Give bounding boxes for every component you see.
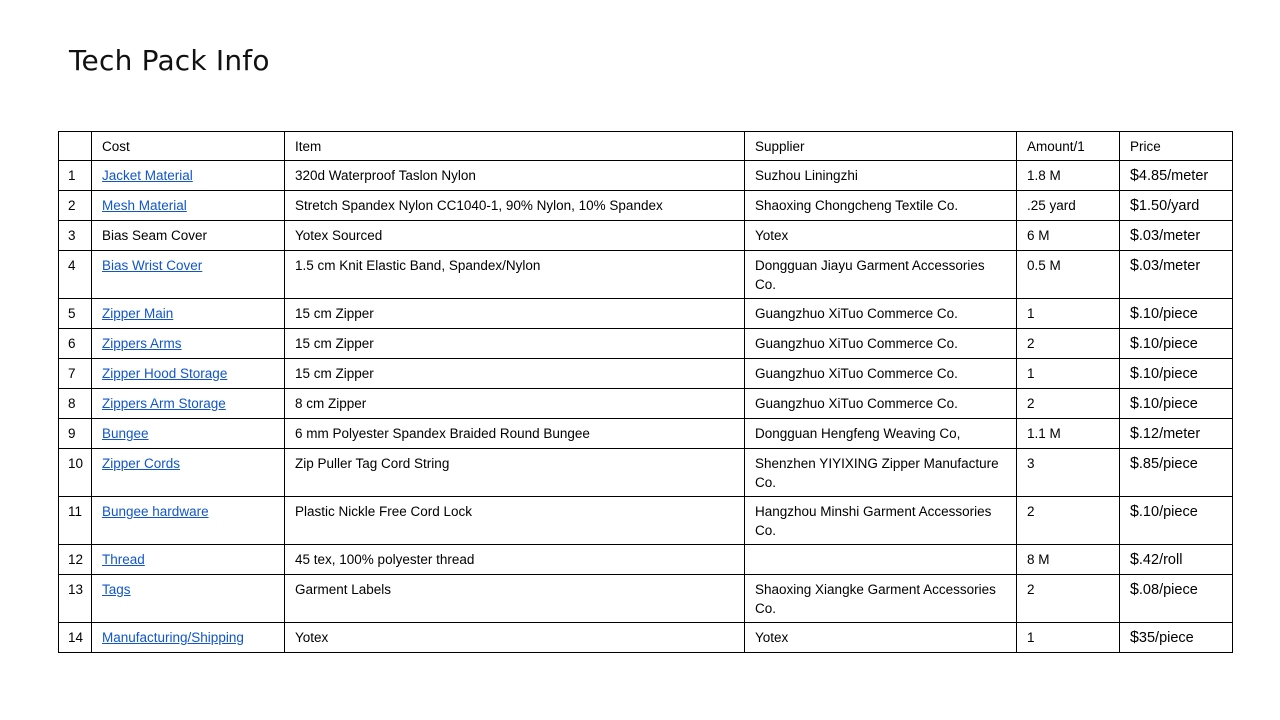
price-cell	[1120, 419, 1233, 449]
supplier-cell: Shenzhen YIYIXING Zipper Manufacture Co.	[745, 449, 1017, 497]
price-cell	[1120, 545, 1233, 575]
price-value: 1.50/yard	[1138, 198, 1200, 214]
currency-symbol: $	[1130, 167, 1139, 184]
supplier-cell: Yotex	[745, 221, 1017, 251]
price-cell	[1120, 623, 1233, 653]
table-row	[59, 161, 1233, 191]
cost-cell	[92, 251, 285, 299]
row-number: 10	[59, 449, 92, 497]
cost-cell	[92, 221, 285, 251]
row-number: 3	[59, 221, 92, 251]
item-cell: 15 cm Zipper	[285, 359, 745, 389]
currency-symbol: $	[1130, 551, 1139, 568]
price-cell	[1120, 449, 1233, 497]
amount-cell: 1	[1017, 623, 1120, 653]
amount-cell: 1.1 M	[1017, 419, 1120, 449]
item-cell: Stretch Spandex Nylon CC1040-1, 90% Nylon, 10% Spandex	[285, 191, 745, 221]
row-number: 6	[59, 329, 92, 359]
row-number: 2	[59, 191, 92, 221]
table-row	[59, 299, 1233, 329]
supplier-cell: Shaoxing Xiangke Garment Accessories Co.	[745, 575, 1017, 623]
header-cost: Cost	[92, 132, 285, 161]
cost-cell	[92, 497, 285, 545]
cost-link[interactable]: Bungee hardware	[102, 504, 209, 519]
row-number: 9	[59, 419, 92, 449]
item-cell: Zip Puller Tag Cord String	[285, 449, 745, 497]
amount-cell: 1	[1017, 359, 1120, 389]
cost-cell	[92, 191, 285, 221]
amount-cell: 2	[1017, 497, 1120, 545]
price-value: .10/piece	[1138, 396, 1198, 412]
cost-label: Bias Seam Cover	[102, 228, 208, 243]
item-cell: Yotex	[285, 623, 745, 653]
amount-cell: 2	[1017, 575, 1120, 623]
cost-cell	[92, 161, 285, 191]
cost-link[interactable]: Bias Wrist Cover	[102, 258, 203, 273]
price-cell	[1120, 251, 1233, 299]
supplier-cell: Shaoxing Chongcheng Textile Co.	[745, 191, 1017, 221]
cost-cell	[92, 359, 285, 389]
row-number: 4	[59, 251, 92, 299]
cost-cell	[92, 575, 285, 623]
item-cell: 6 mm Polyester Spandex Braided Round Bungee	[285, 419, 745, 449]
price-cell	[1120, 575, 1233, 623]
cost-cell	[92, 449, 285, 497]
price-cell	[1120, 497, 1233, 545]
currency-symbol: $	[1130, 227, 1139, 244]
row-number: 5	[59, 299, 92, 329]
currency-symbol: $	[1130, 629, 1139, 646]
table-row	[59, 575, 1233, 623]
header-item: Item	[285, 132, 745, 161]
item-cell: 45 tex, 100% polyester thread	[285, 545, 745, 575]
table-row	[59, 221, 1233, 251]
supplier-cell: Guangzhuo XiTuo Commerce Co.	[745, 359, 1017, 389]
cost-cell	[92, 329, 285, 359]
supplier-cell: Guangzhuo XiTuo Commerce Co.	[745, 389, 1017, 419]
amount-cell: 1.8 M	[1017, 161, 1120, 191]
header-amount: Amount/1	[1017, 132, 1120, 161]
cost-cell	[92, 389, 285, 419]
table-header-row	[59, 132, 1233, 161]
row-number: 14	[59, 623, 92, 653]
amount-cell: 3	[1017, 449, 1120, 497]
price-cell	[1120, 329, 1233, 359]
supplier-cell: Hangzhou Minshi Garment Accessories Co.	[745, 497, 1017, 545]
price-value: .85/piece	[1138, 456, 1198, 472]
table-row	[59, 545, 1233, 575]
supplier-cell: Dongguan Jiayu Garment Accessories Co.	[745, 251, 1017, 299]
table-row	[59, 329, 1233, 359]
price-value: .10/piece	[1138, 336, 1198, 352]
price-cell	[1120, 299, 1233, 329]
price-cell	[1120, 359, 1233, 389]
table-row	[59, 191, 1233, 221]
currency-symbol: $	[1130, 455, 1139, 472]
cost-link[interactable]: Zippers Arm Storage	[102, 396, 226, 411]
price-cell	[1120, 161, 1233, 191]
cost-link[interactable]: Tags	[102, 582, 131, 597]
amount-cell: 2	[1017, 389, 1120, 419]
table-row	[59, 497, 1233, 545]
table-row	[59, 623, 1233, 653]
currency-symbol: $	[1130, 305, 1139, 322]
row-number: 8	[59, 389, 92, 419]
cost-link[interactable]: Jacket Material	[102, 168, 193, 183]
price-value: .10/piece	[1138, 306, 1198, 322]
supplier-cell: Suzhou Liningzhi	[745, 161, 1017, 191]
table-row	[59, 251, 1233, 299]
header-supplier: Supplier	[745, 132, 1017, 161]
supplier-cell: Guangzhuo XiTuo Commerce Co.	[745, 299, 1017, 329]
item-cell: 320d Waterproof Taslon Nylon	[285, 161, 745, 191]
price-value: .10/piece	[1138, 504, 1198, 520]
supplier-cell	[745, 545, 1017, 575]
row-number: 7	[59, 359, 92, 389]
currency-symbol: $	[1130, 425, 1139, 442]
cost-link[interactable]: Zipper Cords	[102, 456, 181, 471]
supplier-cell: Dongguan Hengfeng Weaving Co,	[745, 419, 1017, 449]
currency-symbol: $	[1130, 581, 1139, 598]
item-cell: Plastic Nickle Free Cord Lock	[285, 497, 745, 545]
row-number: 12	[59, 545, 92, 575]
price-value: .03/meter	[1138, 258, 1201, 274]
cost-cell	[92, 299, 285, 329]
currency-symbol: $	[1130, 503, 1139, 520]
amount-cell: 6 M	[1017, 221, 1120, 251]
price-value: .10/piece	[1138, 366, 1198, 382]
currency-symbol: $	[1130, 395, 1139, 412]
supplier-cell: Yotex	[745, 623, 1017, 653]
amount-cell: 0.5 M	[1017, 251, 1120, 299]
currency-symbol: $	[1130, 197, 1139, 214]
currency-symbol: $	[1130, 257, 1139, 274]
price-value: .42/roll	[1138, 552, 1183, 568]
tech-pack-table	[58, 131, 1233, 653]
slide-title: Tech Pack Info	[69, 44, 270, 77]
currency-symbol: $	[1130, 335, 1139, 352]
amount-cell: 1	[1017, 299, 1120, 329]
price-cell	[1120, 389, 1233, 419]
header-number	[59, 132, 92, 161]
item-cell: Yotex Sourced	[285, 221, 745, 251]
cost-link[interactable]: Zipper Main	[102, 306, 174, 321]
currency-symbol: $	[1130, 365, 1139, 382]
price-value: 35/piece	[1138, 630, 1194, 646]
row-number: 1	[59, 161, 92, 191]
item-cell: 1.5 cm Knit Elastic Band, Spandex/Nylon	[285, 251, 745, 299]
price-value: .03/meter	[1138, 228, 1201, 244]
table-row	[59, 359, 1233, 389]
cost-cell	[92, 545, 285, 575]
amount-cell: 8 M	[1017, 545, 1120, 575]
table-row	[59, 389, 1233, 419]
table-body	[59, 161, 1233, 653]
header-price: Price	[1120, 132, 1233, 161]
cost-cell	[92, 623, 285, 653]
cost-link[interactable]: Mesh Material	[102, 198, 187, 213]
price-cell	[1120, 221, 1233, 251]
item-cell: Garment Labels	[285, 575, 745, 623]
item-cell: 8 cm Zipper	[285, 389, 745, 419]
price-value: .12/meter	[1138, 426, 1201, 442]
cost-link[interactable]: Zippers Arms	[102, 336, 182, 351]
cost-cell	[92, 419, 285, 449]
item-cell: 15 cm Zipper	[285, 329, 745, 359]
row-number: 11	[59, 497, 92, 545]
cost-link[interactable]: Zipper Hood Storage	[102, 366, 228, 381]
amount-cell: 2	[1017, 329, 1120, 359]
row-number: 13	[59, 575, 92, 623]
price-value: .08/piece	[1138, 582, 1198, 598]
table-row	[59, 449, 1233, 497]
price-value: 4.85/meter	[1138, 168, 1209, 184]
cost-link[interactable]: Bungee	[102, 426, 149, 441]
amount-cell: .25 yard	[1017, 191, 1120, 221]
cost-link[interactable]: Manufacturing/Shipping	[102, 630, 244, 645]
item-cell: 15 cm Zipper	[285, 299, 745, 329]
table-row	[59, 419, 1233, 449]
price-cell	[1120, 191, 1233, 221]
cost-link[interactable]: Thread	[102, 552, 145, 567]
supplier-cell: Guangzhuo XiTuo Commerce Co.	[745, 329, 1017, 359]
